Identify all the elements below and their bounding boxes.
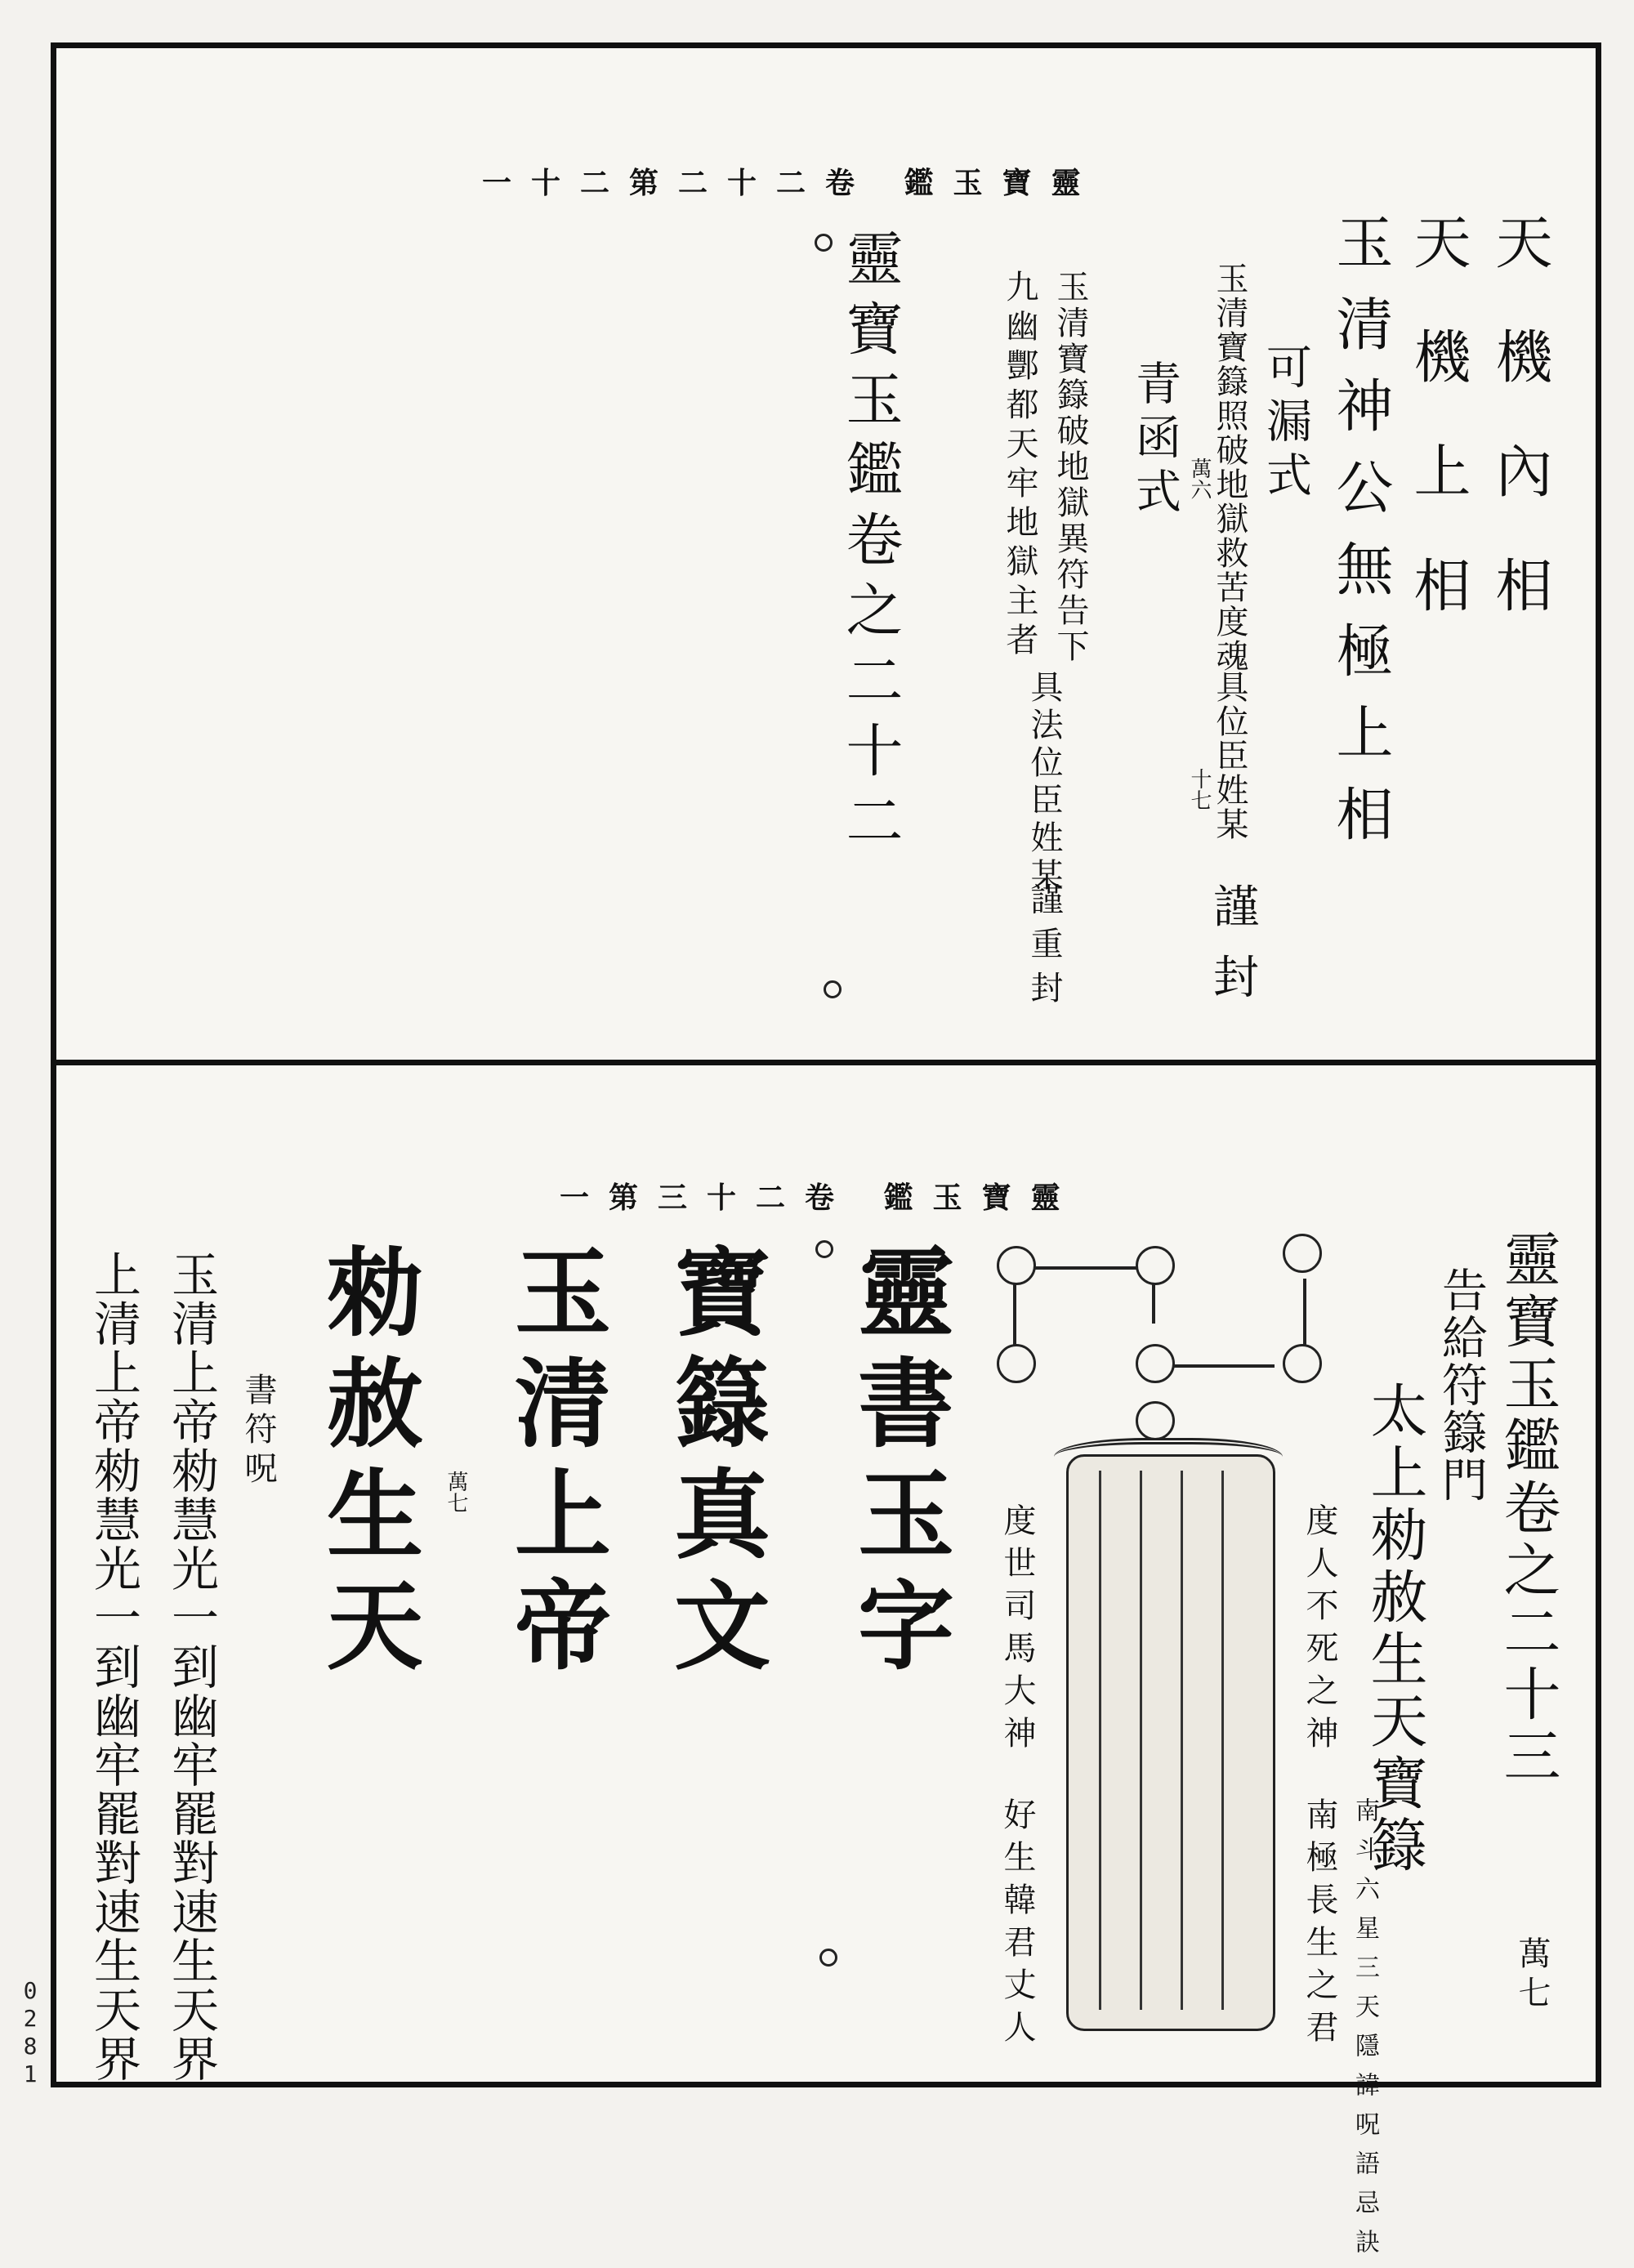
page-number: 0281 — [23, 1977, 38, 2087]
talisman-body — [1066, 1454, 1275, 2031]
top-col-4: 可漏式 — [1259, 343, 1312, 505]
bottom-heading: 太上勑赦生天寶籙 — [1361, 1381, 1428, 1877]
talisman-stroke-3 — [1181, 1471, 1183, 2010]
page-divider — [51, 1060, 1601, 1065]
spell-title: 書符呪 — [239, 1373, 277, 1490]
spell-line-1: 玉清上帝勑慧光一到幽牢罷對速生天界 — [163, 1250, 219, 2083]
star-node-6 — [1283, 1344, 1322, 1383]
star-node-4 — [997, 1344, 1036, 1383]
talisman-wire-1 — [1034, 1266, 1152, 1270]
spell-line-2: 上清上帝勑慧光一到幽牢罷對速生天界 — [86, 1250, 141, 2083]
star-node-1 — [997, 1246, 1036, 1285]
top-col-5b: 具位臣姓某 — [1211, 670, 1248, 842]
god-1b: 南極長生之君 — [1301, 1797, 1338, 2052]
top-col-5c: 謹封 — [1206, 882, 1259, 1023]
binding-hole-top-2 — [824, 980, 842, 998]
seal-column-3: 玉清上帝 — [498, 1242, 612, 1686]
top-col-7a: 玉清寶籙破地獄異符告下 — [1051, 270, 1089, 665]
bottom-page-header: 一第三十二卷 鑑玉寶靈 — [560, 1181, 1080, 1215]
top-page-header: 一十二第二十二卷 鑑玉寶靈 — [482, 166, 1100, 200]
seal-note: 萬七 — [444, 1471, 468, 1513]
top-col-1: 天機內相 — [1486, 212, 1553, 670]
top-col-5-note2: 十七 — [1187, 768, 1212, 810]
bottom-section-title: 告給符籙門 — [1435, 1266, 1488, 1503]
top-col-2: 天機上相 — [1404, 212, 1471, 670]
top-col-8a: 九幽酆都天牢地獄主者 — [1001, 270, 1038, 662]
god-2b: 好生韓君丈人 — [998, 1797, 1036, 2052]
top-col-3: 玉清神公無極上相 — [1327, 212, 1394, 866]
top-col-5a: 玉清寶籙照破地獄救苦度魂 — [1211, 261, 1248, 673]
talisman-stroke-4 — [1221, 1471, 1224, 2010]
star-node-7 — [1136, 1401, 1175, 1440]
talisman-stroke-1 — [1099, 1471, 1101, 2010]
god-2a: 度世司馬大神 — [998, 1503, 1036, 1758]
seal-column-1: 靈書玉字 — [842, 1242, 955, 1686]
top-volume-title: 靈寶玉鑑卷之二十二 — [837, 229, 904, 861]
star-node-5 — [1136, 1344, 1175, 1383]
binding-hole-bottom-1 — [815, 1240, 833, 1258]
seal-column-2: 寶籙真文 — [658, 1242, 771, 1686]
top-col-6: 青函式 — [1128, 359, 1181, 521]
star-node-3 — [1283, 1234, 1322, 1273]
bottom-heading-note2: 萬七 — [1513, 1936, 1551, 2015]
top-col-5-note: 萬六 — [1187, 458, 1212, 500]
talisman-stroke-2 — [1140, 1471, 1142, 2010]
binding-hole-top-1 — [815, 234, 833, 252]
star-node-2 — [1136, 1246, 1175, 1285]
bottom-volume-title: 靈寶玉鑑卷之二十三 — [1494, 1230, 1561, 1788]
god-1a: 度人不死之神 — [1301, 1503, 1338, 1758]
top-col-8c: 謹重封 — [1025, 882, 1063, 1015]
top-col-8b: 具法位臣姓某 — [1025, 670, 1063, 895]
bottom-heading-note: 南斗六星三天隱諱呪語忌訣 — [1351, 1797, 1379, 2268]
binding-hole-bottom-2 — [819, 1949, 837, 1967]
seal-column-4: 勑赦生天 — [310, 1242, 424, 1686]
